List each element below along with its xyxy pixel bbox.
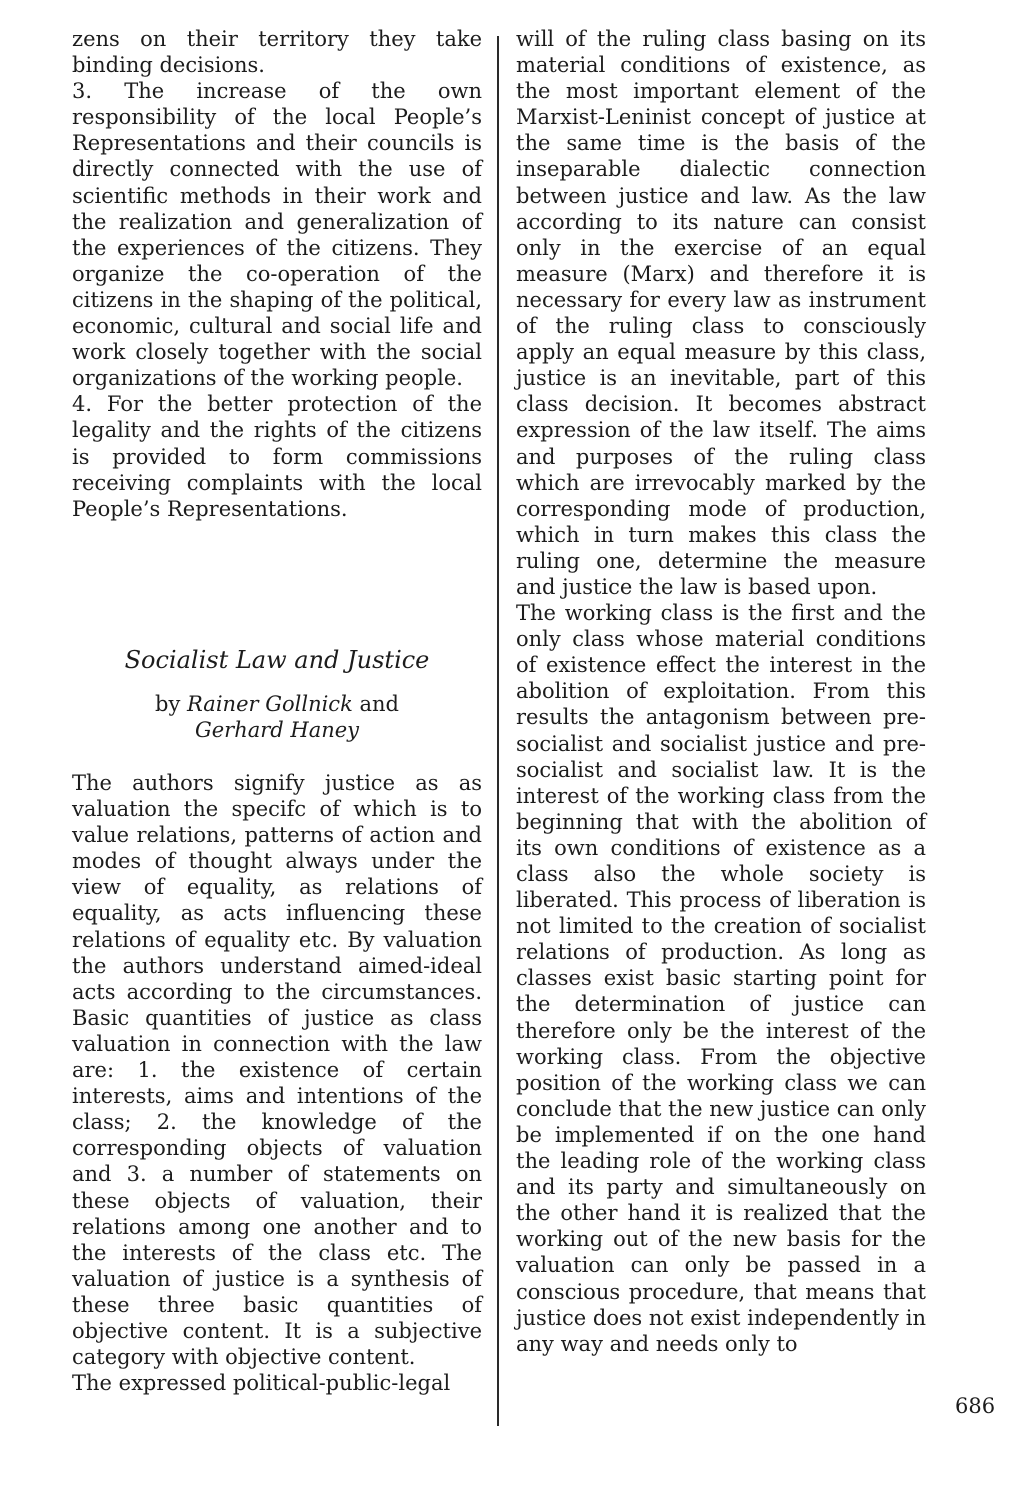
paragraph: The working class is the first and the only class whose material conditions of existence effect the interest in the abolition of exploitation. From this results the antagonism between pre-socialist and socialist justice and pre-socialist and socialist law. It is the interest of the working class from the beginning that with the abolition of its own conditions of existence as a class also the whole society is liberated. This process of liberation is not limited to the creation of socialist relations of production. As long as classes exist basic starting point for the determination of justice can therefore only be the interest of the working class. From the objective position of the working class we can conclude that the new justice can only be implemented if on the one hand the leading role of the working class and its party and simultaneously on the other hand it is realized that the working out of the new basis for the valuation can only be passed in a conscious procedure, that means that justice does not exist independently in any way and needs only to — [516, 601, 926, 1356]
article-byline — [72, 691, 482, 743]
byline-by: by — [155, 692, 181, 716]
paragraph: 3. The increase of the own responsibility of the local People’s Representations and their councils is directly connected with the use of scientific methods in their work and the realization and generalization of the experiences of the citizens. They organize the co-operation of the citizens in the shaping of the political, economic, cultural and social life and work closely together with the social organizations of the working people. — [72, 79, 482, 391]
page-number: 686 — [955, 1394, 996, 1418]
paragraph: 4. For the better protection of the legality and the rights of the citizens is provided to form commissions receiving complaints with the local People’s Representations. — [72, 392, 482, 521]
article-title: Socialist Law and Justice — [124, 646, 430, 674]
byline-and: and — [359, 692, 399, 716]
author-name: Rainer Gollnick — [187, 692, 353, 716]
paragraph: The expressed political-public-legal — [72, 1371, 451, 1396]
author-name: Gerhard Haney — [194, 718, 360, 742]
paragraph: The authors signify justice as as valuation the specifc of which is to value relations, patterns of action and modes of thought always under the view of equality, as relations of equality, as acts influencing these relations of equality etc. By valuation the authors understand aimed-ideal acts according to the circumstances. Basic quantities of justice as class valuation in connection with the law are: 1. the existence of certain interests, aims and intentions of the class; 2. the knowledge of the corresponding objects of valuation and 3. a number of statements on these objects of valuation, their relations among one another and to the interests of the class etc. The valuation of justice is a synthesis of these three basic quantities of objective content. It is a subjective category with objective content. — [72, 771, 482, 1370]
paragraph: will of the ruling class basing on its material conditions of existence, as the most important element of the Marxist-Leninist concept of justice at the same time is the basis of the inseparable dialectic connection between justice and law. As the law according to its nature can consist only in the exercise of an equal measure (Marx) and therefore it is necessary for every law as instrument of the ruling class to consciously apply an equal measure by this class, justice is an inevitable, part of this class decision. It becomes abstract expression of the law itself. The aims and purposes of the ruling class which are irrevocably marked by the corresponding mode of production, which in turn makes this class the ruling one, determine the measure and justice the law is based upon. — [516, 27, 926, 599]
column-divider — [497, 36, 499, 1426]
paragraph: zens on their territory they take binding decisions. — [72, 27, 482, 78]
left-column-text — [72, 26, 482, 522]
byline-line-1 — [72, 691, 482, 717]
right-column-text — [516, 26, 926, 1357]
article-abstract — [72, 770, 482, 1396]
